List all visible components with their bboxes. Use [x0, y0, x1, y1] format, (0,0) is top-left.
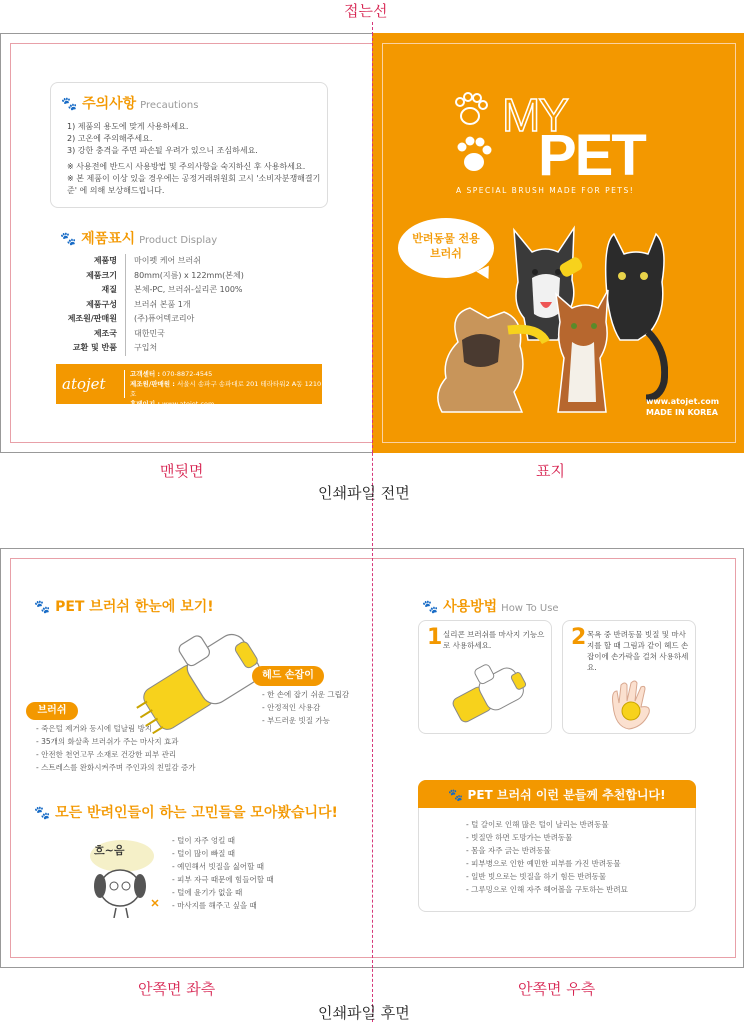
worries-heading — [34, 802, 338, 822]
info-key: 홈페이지 : — [130, 400, 160, 408]
tabby-cat-icon — [556, 290, 608, 412]
worries-list — [172, 834, 274, 912]
product-row-value: 대한민국 — [134, 328, 165, 338]
product-row-value: 본체-PC, 브러쉬-실리콘 100% — [134, 285, 243, 294]
product-row — [58, 283, 318, 298]
paw-icon: 🐾 — [448, 788, 464, 802]
list-item: 2) 고온에 주의해주세요. — [67, 134, 153, 143]
bubble-line: 반려동물 전용 — [412, 232, 480, 245]
list-item: - 털 갈이로 인해 많은 털이 날리는 반려동물 — [466, 820, 609, 829]
info-value: www.atojet.com — [162, 400, 215, 408]
list-item: - 몸을 자주 긁는 반려동물 — [466, 846, 551, 855]
list-item: - 예민해서 빗질을 싫어할 때 — [172, 862, 264, 871]
list-item: - 일반 빗으로는 빗질을 하기 힘든 반려동물 — [466, 872, 607, 881]
fold-line-back — [372, 548, 373, 968]
list-item: - 털이 자주 엉킬 때 — [172, 836, 235, 845]
product-display-subtitle: Product Display — [139, 235, 218, 246]
precautions-list — [67, 121, 323, 197]
product-row — [58, 269, 318, 284]
back-right-label: 안쪽면 우측 — [518, 980, 596, 998]
list-item: - 털이 많이 빠질 때 — [172, 849, 235, 858]
info-key: 제조원/판매원 : — [130, 380, 175, 388]
fold-line-front — [372, 33, 373, 453]
list-item: - 부드러운 빗질 가능 — [262, 716, 330, 725]
pets-illustration — [428, 222, 668, 418]
product-row — [58, 312, 318, 327]
product-row-value: 마이펫 케어 브러쉬 — [134, 256, 201, 265]
precautions-box — [50, 82, 328, 208]
cover-made-in: MADE IN KOREA — [646, 408, 718, 417]
brand-bar — [56, 364, 322, 408]
black-cat-icon — [606, 234, 665, 398]
overview-heading — [34, 596, 214, 616]
cover-footer — [646, 396, 719, 418]
front-left-label: 맨뒷면 — [160, 462, 204, 480]
product-row-value: 80mm(지름) x 122mm(본체) — [134, 270, 244, 280]
list-item: 3) 강한 충격을 주면 파손될 우려가 있으니 조심하세요. — [67, 146, 258, 155]
note-item: ※ 사용전에 반드시 사용방법 및 주의사항을 숙지하신 후 사용하세요. — [67, 162, 306, 171]
list-item: - 마사지를 해주고 싶을 때 — [172, 901, 257, 910]
list-item: - 그루밍으로 인해 자주 헤어볼을 구토하는 반려묘 — [466, 885, 628, 894]
product-row-value: 구입처 — [134, 343, 158, 352]
product-row-key: 제품구성 — [58, 298, 126, 313]
howto-subtitle: How To Use — [501, 603, 559, 614]
front-right-label: 표지 — [536, 462, 565, 480]
product-row — [58, 298, 318, 313]
recommend-title: PET 브러쉬 이런 분들께 추천합니다! — [467, 788, 666, 802]
product-display-heading — [60, 228, 217, 248]
paw-icon: 🐾 — [422, 600, 439, 615]
howto-step-1 — [418, 620, 552, 734]
brand-info — [130, 369, 322, 409]
note-item: ※ 본 제품이 이상 있을 경우에는 공정거래위원회 고시 '소비자분쟁해결기준' 에 의해 보상해드립니다. — [67, 174, 321, 195]
paw-icon: 🐾 — [34, 806, 51, 821]
step-number: 1 — [427, 625, 443, 650]
list-item: - 털에 윤기가 없을 때 — [172, 888, 243, 897]
info-value: 서울시 송파구 송파대로 201 테라타워2 A동 1210호 — [130, 380, 322, 398]
brush-pill: 브러쉬 — [26, 702, 78, 720]
product-display-title: 제품표시 — [81, 231, 136, 247]
overview-title: PET 브러쉬 한눈에 보기! — [55, 599, 214, 615]
paw-prints-icon — [448, 90, 508, 190]
howto-title: 사용방법 — [443, 599, 498, 615]
brand-logo: atojet — [62, 375, 106, 393]
product-row-value: 브러쉬 본품 1개 — [134, 299, 191, 309]
handle-list — [262, 688, 349, 727]
step-text: 목욕 중 반려동물 빗질 및 마사지를 할 때 그림과 같이 헤드 손잡이에 손가락을 걸쳐 사용하세요. — [587, 630, 689, 672]
handle-pill: 헤드 손잡이 — [252, 666, 324, 686]
sigh-text: 흐~음 — [94, 844, 125, 857]
product-row-key: 재질 — [58, 283, 126, 298]
brush-list — [36, 722, 196, 774]
product-row-key: 제조원/판매원 — [58, 312, 126, 327]
cover-title-my: MY — [502, 89, 567, 141]
back-left-label: 안쪽면 좌측 — [138, 980, 216, 998]
hand-icon — [603, 677, 659, 733]
precautions-heading — [61, 93, 198, 113]
step-text: 실리콘 브러쉬를 마사지 기능으로 사용하세요. — [443, 630, 545, 650]
info-key: 고객센터 : — [130, 370, 160, 378]
paw-icon: 🐾 — [60, 232, 77, 247]
list-item: - 안전한 천연고무 소재로 건강한 피부 관리 — [36, 750, 177, 759]
list-item: - 죽은털 제거와 동시에 털날림 방지 — [36, 724, 153, 733]
recommend-list — [466, 818, 628, 896]
list-item: - 안정적인 사용감 — [262, 703, 321, 712]
brand-divider — [124, 370, 125, 398]
product-row-value: (주)퓨어텍코리아 — [134, 314, 195, 323]
info-value: 070-8872-4545 — [162, 370, 213, 378]
fold-label: 접는선 — [344, 2, 388, 20]
worries-title: 모든 반려인들이 하는 고민들을 모아봤습니다! — [55, 805, 338, 821]
precautions-subtitle: Precautions — [140, 100, 199, 111]
step-number: 2 — [571, 625, 587, 650]
list-item: - 피부병으로 인한 예민한 피부를 가진 반려동물 — [466, 859, 621, 868]
product-row-key: 교환 및 반품 — [58, 341, 126, 356]
list-item: - 피부 자극 때문에 힘들어할 때 — [172, 875, 274, 884]
list-item: - 35개의 화살촉 브러쉬가 주는 마사지 효과 — [36, 737, 179, 746]
product-row — [58, 327, 318, 342]
howto-step-2 — [562, 620, 696, 734]
product-row — [58, 341, 318, 356]
paw-icon: 🐾 — [61, 97, 78, 112]
precautions-title: 주의사항 — [82, 96, 137, 112]
brush-step-icon — [443, 661, 533, 731]
product-row — [58, 254, 318, 269]
list-item: - 한 손에 잡기 쉬운 그립감 — [262, 690, 350, 699]
recommend-heading — [418, 786, 696, 803]
product-row-key: 제품명 — [58, 254, 126, 269]
back-caption: 인쇄파일 후면 — [318, 1004, 410, 1022]
cover-tagline: A SPECIAL BRUSH MADE FOR PETS! — [456, 186, 635, 195]
product-row-key: 제조국 — [58, 327, 126, 342]
list-item: 1) 제품의 용도에 맞게 사용하세요. — [67, 122, 189, 131]
bubble-line: 브러쉬 — [430, 247, 462, 260]
product-display-table — [58, 254, 318, 356]
cover-url: www.atojet.com — [646, 397, 720, 406]
list-item: - 빗질만 하면 도망가는 반려동물 — [466, 833, 573, 842]
recommend-header — [418, 780, 696, 808]
list-item: - 스트레스를 완화시켜주며 주인과의 친밀감 증가 — [36, 763, 196, 772]
howto-heading — [422, 596, 559, 616]
cover-title-pet: PET — [538, 123, 645, 188]
front-caption: 인쇄파일 전면 — [318, 484, 410, 502]
paw-icon: 🐾 — [34, 600, 51, 615]
product-row-key: 제품크기 — [58, 269, 126, 284]
